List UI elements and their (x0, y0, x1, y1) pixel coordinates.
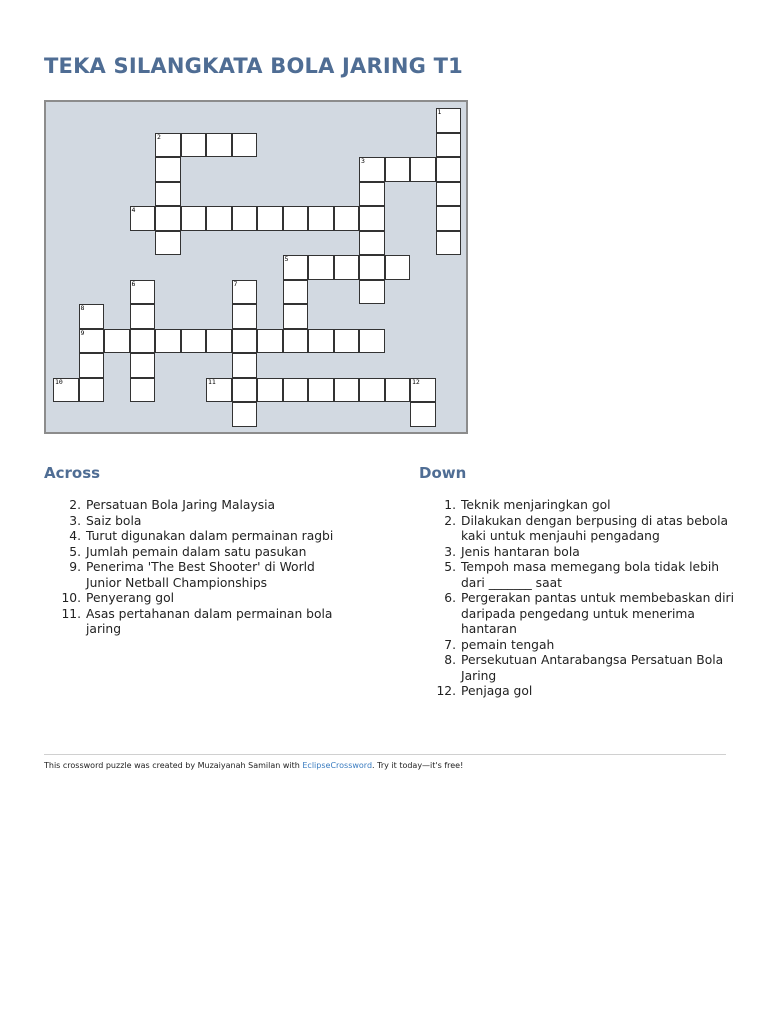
crossword-cell[interactable] (130, 280, 156, 305)
clue-number: 2. (444, 513, 456, 528)
clue-text: Dilakukan dengan berpusing di atas bebola kaki untuk menjauhi pengadang (461, 513, 729, 543)
crossword-cell[interactable] (79, 353, 105, 378)
down-clue (419, 560, 734, 591)
eclipsecrossword-link[interactable]: EclipseCrossword (302, 761, 373, 770)
across-clue-list (44, 498, 344, 638)
clue-number: 11 (208, 377, 216, 386)
crossword-cell[interactable] (436, 108, 462, 133)
crossword-cell[interactable] (181, 133, 207, 158)
across-clue (44, 529, 344, 545)
crossword-cell[interactable] (79, 304, 105, 329)
clue-number: 8 (80, 304, 85, 312)
crossword-cell[interactable] (359, 255, 385, 280)
crossword-cell[interactable] (334, 378, 360, 403)
crossword-cell[interactable] (206, 378, 232, 403)
across-clue (44, 607, 344, 638)
clue-number: 10 (55, 377, 63, 386)
clue-number: 4 (131, 206, 136, 214)
crossword-cell[interactable] (334, 206, 360, 231)
clue-number: 3. (69, 513, 81, 528)
crossword-cell[interactable] (359, 280, 385, 305)
crossword-cell[interactable] (206, 329, 232, 354)
clue-number: 1 (437, 108, 442, 116)
across-clue (44, 545, 344, 561)
crossword-cell[interactable] (155, 157, 181, 182)
crossword-grid (44, 100, 468, 434)
crossword-cell[interactable] (257, 206, 283, 231)
clue-number: 8. (444, 653, 456, 667)
crossword-cell[interactable] (283, 280, 309, 305)
clue-number: 9 (80, 328, 85, 337)
crossword-cell[interactable] (283, 304, 309, 329)
clue-text: Asas pertahanan dalam permainan bola jaring (86, 606, 333, 636)
clue-text: Tempoh masa memegang bola tidak lebih dari _______ saat (461, 560, 720, 590)
clue-text: Penyerang gol (86, 591, 175, 605)
clue-text: Teknik menjaringkan gol (461, 498, 611, 512)
clue-text: Persekutuan Antarabangsa Persatuan Bola Jaring (461, 653, 724, 683)
crossword-cell[interactable] (155, 329, 181, 354)
clue-number: 7 (233, 279, 238, 288)
crossword-cell[interactable] (79, 378, 105, 403)
crossword-cell[interactable] (155, 182, 181, 207)
down-clue-list (419, 498, 734, 700)
down-clue (419, 591, 734, 638)
crossword-cell[interactable] (283, 378, 309, 403)
crossword-cell[interactable] (130, 329, 156, 354)
crossword-cell[interactable] (334, 329, 360, 354)
clue-number: 9. (69, 560, 81, 574)
crossword-cell[interactable] (206, 206, 232, 231)
crossword-cell[interactable] (308, 206, 334, 231)
clue-number: 12 (412, 377, 420, 386)
crossword-cell[interactable] (130, 353, 156, 378)
crossword-cell[interactable] (232, 329, 258, 354)
crossword-cell[interactable] (232, 353, 258, 378)
crossword-cell[interactable] (385, 255, 411, 280)
crossword-cell[interactable] (436, 182, 462, 207)
crossword-cell[interactable] (334, 255, 360, 280)
crossword-cell[interactable] (410, 157, 436, 182)
crossword-cell[interactable] (359, 231, 385, 256)
crossword-cell[interactable] (232, 304, 258, 329)
clue-number: 2 (157, 132, 161, 141)
clue-number: 4. (69, 529, 81, 543)
crossword-cell[interactable] (130, 378, 156, 403)
clue-number: 5. (444, 560, 456, 574)
down-clue (419, 498, 734, 514)
crossword-cell[interactable] (232, 402, 258, 427)
crossword-cell[interactable] (232, 378, 258, 403)
clue-number: 11. (61, 606, 81, 621)
crossword-cell[interactable] (359, 329, 385, 354)
page-title: TEKA SILANGKATA BOLA JARING T1 (44, 54, 463, 78)
crossword-cell[interactable] (385, 378, 411, 403)
across-clue (44, 514, 344, 530)
crossword-cell[interactable] (283, 206, 309, 231)
crossword-cell[interactable] (308, 329, 334, 354)
crossword-cell[interactable] (104, 329, 130, 354)
crossword-cell[interactable] (155, 133, 181, 158)
crossword-cell[interactable] (359, 378, 385, 403)
crossword-cell[interactable] (283, 255, 309, 280)
crossword-cell[interactable] (436, 231, 462, 256)
crossword-cell[interactable] (232, 280, 258, 305)
clue-text: Persatuan Bola Jaring Malaysia (86, 498, 276, 512)
crossword-cell[interactable] (130, 304, 156, 329)
down-clue (419, 684, 734, 700)
across-clue (44, 498, 344, 514)
clue-text: Saiz bola (86, 513, 142, 528)
clue-number: 6 (131, 279, 136, 288)
across-clue (44, 591, 344, 607)
crossword-cell[interactable] (436, 157, 462, 182)
clue-text: Penerima 'The Best Shooter' di World Junior Netball Championships (86, 560, 315, 590)
footer-credit (44, 761, 463, 770)
clue-text: Turut digunakan dalam permainan ragbi (86, 529, 334, 543)
down-clue (419, 653, 734, 684)
down-clue (419, 514, 734, 545)
clue-number: 5. (69, 544, 81, 559)
across-clue (44, 560, 344, 591)
crossword-cell[interactable] (130, 206, 156, 231)
crossword-cell[interactable] (308, 255, 334, 280)
across-heading: Across (44, 464, 101, 482)
crossword-cell[interactable] (410, 402, 436, 427)
down-clue (419, 638, 734, 654)
crossword-cell[interactable] (436, 206, 462, 231)
clue-text: Penjaga gol (461, 684, 533, 698)
crossword-cell[interactable] (181, 329, 207, 354)
crossword-cell[interactable] (232, 133, 258, 158)
clue-number: 1. (444, 498, 456, 512)
clue-text: Jumlah pemain dalam satu pasukan (86, 544, 307, 559)
crossword-cell[interactable] (181, 206, 207, 231)
crossword-cell[interactable] (359, 182, 385, 207)
down-heading: Down (419, 464, 467, 482)
clue-number: 2. (69, 498, 81, 512)
down-clue (419, 545, 734, 561)
clue-number: 5 (284, 255, 289, 263)
crossword-cell[interactable] (206, 133, 232, 158)
clue-text: Pergerakan pantas untuk membebaskan diri daripada pengedang untuk menerima hantaran (461, 591, 735, 636)
crossword-cell[interactable] (232, 206, 258, 231)
clue-number: 10. (61, 591, 81, 605)
footer-suffix: . Try it today—it's free! (372, 761, 464, 770)
crossword-cell[interactable] (283, 329, 309, 354)
crossword-cell[interactable] (410, 378, 436, 403)
clue-text: Jenis hantaran bola (461, 544, 580, 559)
crossword-cell[interactable] (155, 231, 181, 256)
footer-prefix: This crossword puzzle was created by Muzaiyanah Samilan with (44, 761, 303, 770)
crossword-cell[interactable] (79, 329, 105, 354)
crossword-cell[interactable] (359, 157, 385, 182)
crossword-cell[interactable] (385, 157, 411, 182)
clue-number: 6. (444, 591, 456, 605)
clue-number: 3 (361, 157, 365, 165)
clue-number: 3. (444, 544, 456, 559)
crossword-cell[interactable] (359, 206, 385, 231)
crossword-cell[interactable] (155, 206, 181, 231)
crossword-cell[interactable] (436, 133, 462, 158)
crossword-cell[interactable] (308, 378, 334, 403)
clue-number: 7. (444, 637, 456, 652)
clue-number: 12. (436, 684, 456, 698)
crossword-cell[interactable] (257, 329, 283, 354)
footer-divider (44, 754, 726, 755)
crossword-cell[interactable] (257, 378, 283, 403)
clue-text: pemain tengah (461, 637, 555, 652)
crossword-cell[interactable] (53, 378, 79, 403)
